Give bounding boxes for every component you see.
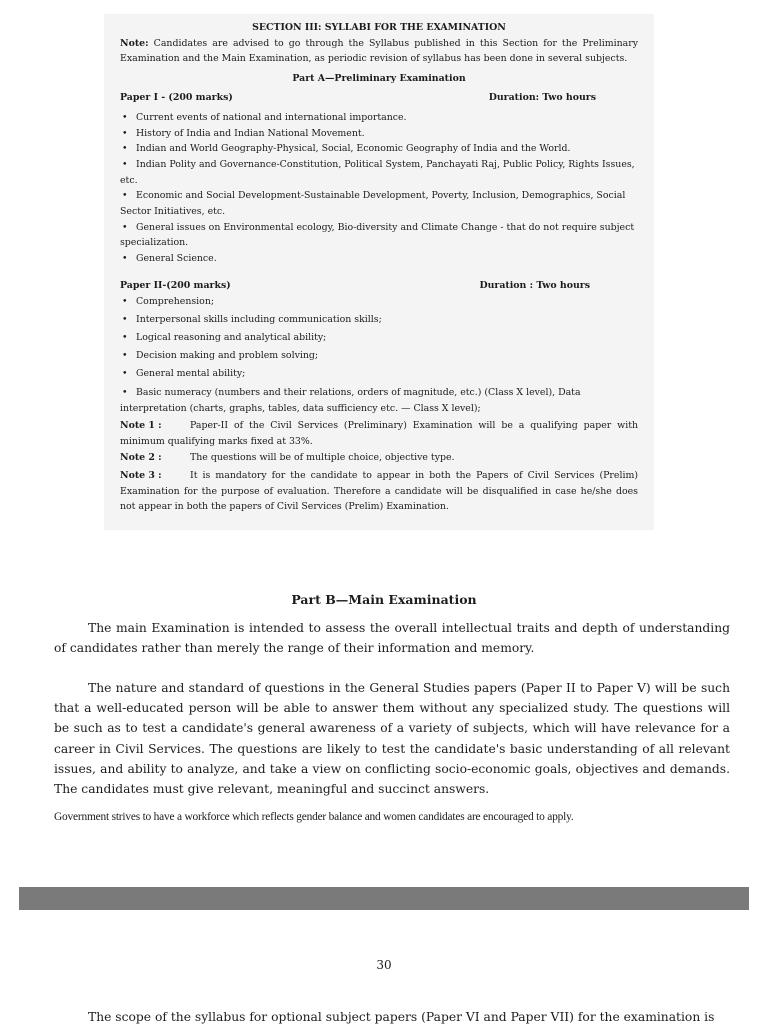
prelim-section — [120, 20, 638, 515]
note-label: Note: — [120, 37, 149, 49]
list-item: • Logical reasoning and analytical ability; — [122, 332, 327, 344]
page-number: 30 — [376, 958, 392, 972]
note-text: Candidates are advised to go through the Syllabus published in this Section for the Preliminary Examination and the Main Examination, as periodic revision of syllabus has been done in several subjects. — [120, 37, 638, 65]
gender-balance-statement: Government strives to have a workforce which reflects gender balance and women candidates are encouraged to apply. — [54, 811, 574, 823]
paper1-title: Paper I - (200 marks) — [120, 92, 233, 104]
list-item: • History of India and Indian National Movement. — [122, 127, 365, 139]
paper2-title: Paper II-(200 marks) — [120, 279, 231, 291]
main-exam-paragraph-2: The nature and standard of questions in the General Studies papers (Paper II to Paper V) will be such that a well-educated person will be able to answer them without any specialized study. The questions will be such as to test a candidate's general awareness of a variety of subjects, which will have relevance for a career in Civil Services. The questions are likely to test the candidate's basic understanding of all relevant issues, and ability to analyze, and take a view on conflicting socio-economic goals, objectives and demands. The candidates must give relevant, meaningful and succinct answers. — [54, 681, 730, 797]
part-b-title: Part B—Main Examination — [291, 592, 477, 607]
note-2 — [120, 450, 638, 466]
note-1-label: Note 1 : — [120, 420, 162, 432]
list-item: • Interpersonal skills including communication skills; — [122, 314, 382, 326]
note-2-label: Note 2 : — [120, 451, 162, 463]
list-item: • General issues on Environmental ecology, Bio-diversity and Climate Change - that do not require subject specialization. — [120, 221, 635, 249]
note-3-label: Note 3 : — [120, 470, 162, 482]
list-item: • Comprehension; — [122, 296, 215, 308]
note-3-text: It is mandatory for the candidate to appear in both the Papers of Civil Services (Prelim) Examination for the purpose of evaluation. Therefore a candidate will be disqualified in case he/she does not appear in both the papers of Civil Services (Prelim) Examination. — [120, 470, 638, 513]
next-page-text: The scope of the syllabus for optional subject papers (Paper VI and Paper VII) for the examination is — [88, 1010, 715, 1024]
list-item: • Current events of national and international importance. — [122, 111, 407, 123]
section-title: SECTION III: SYLLABI FOR THE EXAMINATION — [252, 22, 506, 33]
list-item: • Indian Polity and Governance-Constitution, Political System, Panchayati Raj, Public Policy, Rights Issues, etc. — [120, 159, 635, 186]
main-exam-paragraph-1: The main Examination is intended to assess the overall intellectual traits and depth of understanding of candidates rather than merely the range of their information and memory. — [54, 621, 730, 656]
note-1-text: Paper-II of the Civil Services (Preliminary) Examination will be a qualifying paper with minimum qualifying marks fixed at 33%. — [120, 420, 638, 447]
list-item: • Basic numeracy (numbers and their relations, orders of magnitude, etc.) (Class X level), Data interpretation (charts, graphs, tables, data sufficiency etc. — Class X level); — [120, 387, 581, 414]
paper2-header — [120, 278, 638, 294]
paper1-syllabus-list — [120, 110, 638, 267]
page-separator-band — [19, 887, 749, 910]
paper2-syllabus-list — [120, 293, 638, 416]
paper1-duration: Duration: Two hours — [488, 92, 596, 104]
part-a-title: Part A—Preliminary Examination — [292, 72, 466, 84]
section-note — [120, 36, 638, 67]
list-item: • General mental ability; — [122, 368, 246, 380]
paper2-duration: Duration : Two hours — [479, 279, 590, 291]
list-item: • General Science. — [122, 252, 217, 264]
list-item: • Economic and Social Development-Sustainable Development, Poverty, Inclusion, Demographics, Social Sector Initiatives, etc. — [120, 190, 626, 217]
note-1 — [120, 418, 638, 449]
list-item: • Decision making and problem solving; — [122, 350, 319, 362]
note-2-text: The questions will be of multiple choice, objective type. — [190, 451, 455, 463]
note-3 — [120, 468, 638, 515]
list-item: • Indian and World Geography-Physical, Social, Economic Geography of India and the World. — [122, 143, 571, 155]
paper1-header — [120, 90, 638, 106]
